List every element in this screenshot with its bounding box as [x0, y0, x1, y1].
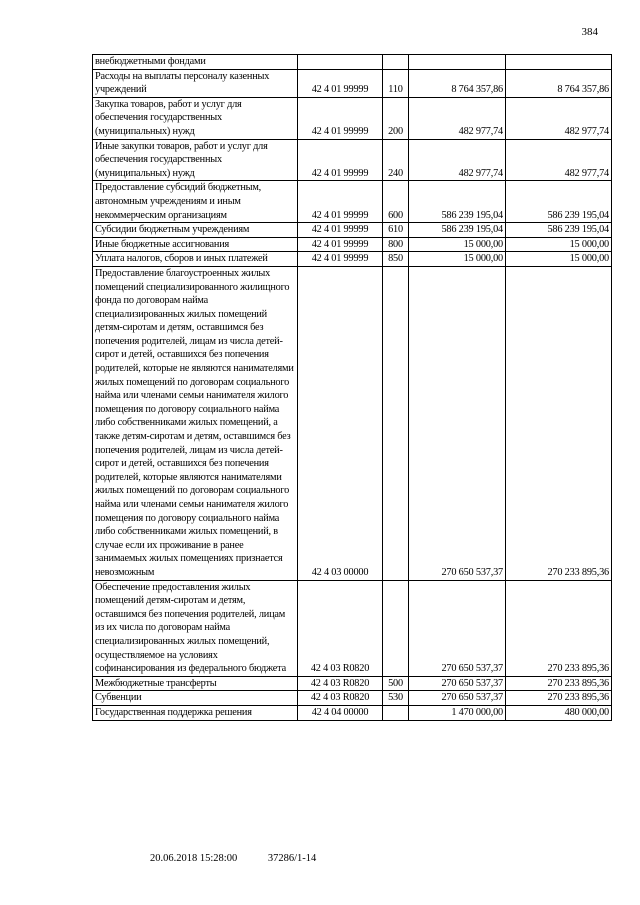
row-expense-type: 800: [383, 237, 409, 252]
row-code: 42 4 01 99999: [298, 223, 383, 238]
row-name: Иные бюджетные ассигнования: [93, 237, 298, 252]
row-name: Предоставление субсидий бюджетным, автономным учреждениям и иным некоммерческим организациям: [93, 181, 298, 223]
table-row: [93, 705, 612, 720]
row-code: 42 4 01 99999: [298, 97, 383, 139]
row-sum-1: 15 000,00: [409, 237, 506, 252]
row-code: [298, 55, 383, 70]
row-code: 42 4 04 00000: [298, 705, 383, 720]
row-code: 42 4 03 R0820: [298, 580, 383, 676]
footer: [150, 853, 316, 864]
row-sum-2: 8 764 357,86: [506, 69, 612, 97]
budget-table: [92, 54, 612, 721]
row-name: Субвенции: [93, 691, 298, 706]
row-sum-1: 270 650 537,37: [409, 691, 506, 706]
row-code: 42 4 01 99999: [298, 69, 383, 97]
row-sum-1: 586 239 195,04: [409, 181, 506, 223]
row-sum-1: 586 239 195,04: [409, 223, 506, 238]
row-sum-2: 270 233 895,36: [506, 676, 612, 691]
row-code: 42 4 01 99999: [298, 237, 383, 252]
row-sum-1: 270 650 537,37: [409, 676, 506, 691]
table-row: [93, 223, 612, 238]
row-sum-2: 480 000,00: [506, 705, 612, 720]
row-sum-2: 482 977,74: [506, 97, 612, 139]
row-name: Расходы на выплаты персоналу казенных учреждений: [93, 69, 298, 97]
row-sum-1: [409, 55, 506, 70]
row-code: 42 4 01 99999: [298, 181, 383, 223]
table-row: [93, 676, 612, 691]
row-name: Закупка товаров, работ и услуг для обеспечения государственных (муниципальных) нужд: [93, 97, 298, 139]
row-expense-type: 500: [383, 676, 409, 691]
row-expense-type: 610: [383, 223, 409, 238]
row-name: внебюджетными фондами: [93, 55, 298, 70]
table-row: [93, 691, 612, 706]
row-name: Иные закупки товаров, работ и услуг для обеспечения государственных (муниципальных) нужд: [93, 139, 298, 181]
row-expense-type: 240: [383, 139, 409, 181]
row-sum-1: 270 650 537,37: [409, 266, 506, 580]
row-sum-2: 482 977,74: [506, 139, 612, 181]
row-code: 42 4 03 R0820: [298, 676, 383, 691]
row-code: 42 4 03 00000: [298, 266, 383, 580]
row-sum-1: 15 000,00: [409, 252, 506, 267]
row-sum-2: [506, 55, 612, 70]
row-sum-1: 8 764 357,86: [409, 69, 506, 97]
row-sum-2: 15 000,00: [506, 237, 612, 252]
row-name: Межбюджетные трансферты: [93, 676, 298, 691]
table-row: [93, 266, 612, 580]
row-expense-type: 200: [383, 97, 409, 139]
row-expense-type: 850: [383, 252, 409, 267]
row-expense-type: 600: [383, 181, 409, 223]
row-name: Уплата налогов, сборов и иных платежей: [93, 252, 298, 267]
row-sum-2: 270 233 895,36: [506, 691, 612, 706]
row-expense-type: [383, 705, 409, 720]
page-number: 384: [581, 26, 598, 38]
row-code: 42 4 03 R0820: [298, 691, 383, 706]
row-name: Предоставление благоустроенных жилых помещений специализированного жилищного фонда по договорам найма специализированных жилых помещений детям-сиротам и детям, оставшимся без попечения родителей, лицам из числа детей-сирот и детей, оставшихся без попечения родителей, которые не являются нанимателями жилых помещений по договорам социального найма или членами семьи нанимателя жилого помещения по договору социального найма либо собственниками жилых помещений, а также детям-сиротам и детям, оставшимся без попечения родителей, лицам из числа детей-сирот и детей, оставшихся без попечения родителей, которые являются нанимателями жилых помещений по договорам социального найма или членами семьи нанимателя жилого помещения по договору социального найма либо собственниками жилых помещений, в случае если их проживание в ранее занимаемых жилых помещениях признается невозможным: [93, 266, 298, 580]
table-row: [93, 181, 612, 223]
table-row: [93, 69, 612, 97]
row-name: Обеспечение предоставления жилых помещений детям-сиротам и детям, оставшимся без попечения родителей, лицам из их числа по договорам найма специализированных жилых помещений, осуществляемое на условиях софинансирования из федерального бюджета: [93, 580, 298, 676]
row-expense-type: 110: [383, 69, 409, 97]
row-code: 42 4 01 99999: [298, 139, 383, 181]
table-row: [93, 237, 612, 252]
row-name: Субсидии бюджетным учреждениям: [93, 223, 298, 238]
row-expense-type: [383, 266, 409, 580]
row-sum-1: 270 650 537,37: [409, 580, 506, 676]
table-row: [93, 97, 612, 139]
table-row: [93, 580, 612, 676]
row-name: Государственная поддержка решения: [93, 705, 298, 720]
row-sum-2: 586 239 195,04: [506, 223, 612, 238]
row-sum-2: 15 000,00: [506, 252, 612, 267]
footer-datetime: 20.06.2018 15:28:00: [150, 853, 238, 864]
row-sum-2: 586 239 195,04: [506, 181, 612, 223]
row-expense-type: [383, 55, 409, 70]
table-row: [93, 55, 612, 70]
row-sum-2: 270 233 895,36: [506, 266, 612, 580]
table-row: [93, 139, 612, 181]
row-expense-type: 530: [383, 691, 409, 706]
row-sum-1: 482 977,74: [409, 97, 506, 139]
row-code: 42 4 01 99999: [298, 252, 383, 267]
table-row: [93, 252, 612, 267]
row-sum-2: 270 233 895,36: [506, 580, 612, 676]
row-expense-type: [383, 580, 409, 676]
row-sum-1: 1 470 000,00: [409, 705, 506, 720]
row-sum-1: 482 977,74: [409, 139, 506, 181]
footer-doc-number: 37286/1-14: [267, 853, 317, 864]
